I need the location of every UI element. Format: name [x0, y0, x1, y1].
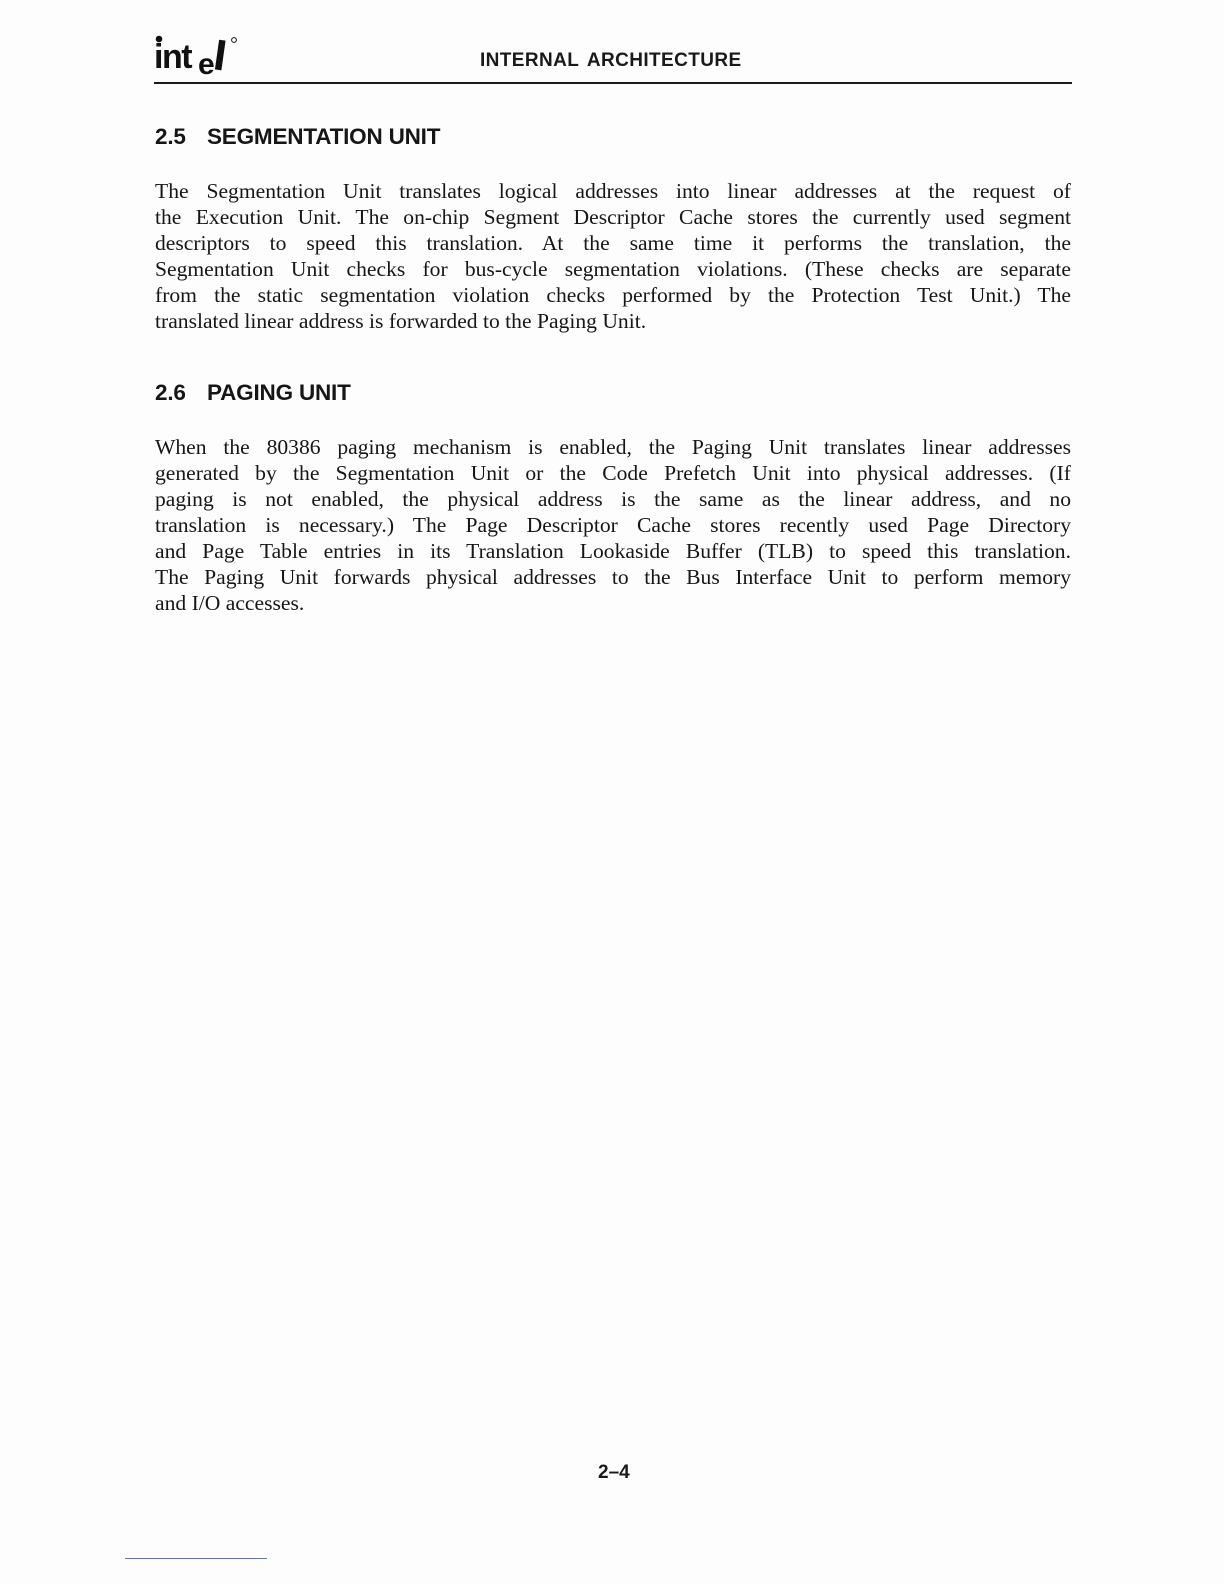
section-number: 2.5: [155, 124, 186, 149]
text-line: from the static segmentation violation checks performed by the Protection Test Unit.) The: [155, 283, 1071, 307]
svg-text:e: e: [198, 48, 215, 80]
text-line: generated by the Segmentation Unit or the Code Prefetch Unit into physical addresses. (If: [155, 461, 1071, 485]
text-line: and Page Table entries in its Translation Lookaside Buffer (TLB) to speed this translation.: [155, 539, 1071, 563]
svg-text:int: int: [154, 38, 192, 76]
intel-logo: [154, 28, 244, 80]
text-line: The Segmentation Unit translates logical addresses into linear addresses at the request of: [155, 179, 1071, 203]
text-line: descriptors to speed this translation. At the same time it performs the translation, the: [155, 231, 1071, 255]
text-line: When the 80386 paging mechanism is enabled, the Paging Unit translates linear addresses: [155, 435, 1071, 459]
footer-rule: [125, 1558, 267, 1559]
paragraph-segmentation-unit: [155, 178, 1071, 334]
text-line: the Execution Unit. The on-chip Segment Descriptor Cache stores the currently used segment: [155, 205, 1071, 229]
section-title: PAGING UNIT: [207, 380, 351, 405]
text-line: Segmentation Unit checks for bus-cycle segmentation violations. (These checks are separate: [155, 257, 1071, 281]
text-line: and I/O accesses.: [155, 591, 305, 615]
running-head: INTERNAL ARCHITECTURE: [480, 50, 742, 71]
section-title: SEGMENTATION UNIT: [207, 124, 441, 149]
header-rule: [154, 82, 1072, 84]
section-number: 2.6: [155, 380, 186, 405]
text-line: translation is necessary.) The Page Descriptor Cache stores recently used Page Directory: [155, 513, 1071, 537]
text-line: translated linear address is forwarded to the Paging Unit.: [155, 309, 647, 333]
text-line: paging is not enabled, the physical address is the same as the linear address, and no: [155, 487, 1071, 511]
section-heading-segmentation-unit: [155, 124, 440, 150]
text-line: The Paging Unit forwards physical addresses to the Bus Interface Unit to perform memory: [155, 565, 1071, 589]
page-number: 2–4: [598, 1462, 630, 1483]
section-heading-paging-unit: [155, 380, 351, 406]
paragraph-paging-unit: [155, 434, 1071, 616]
